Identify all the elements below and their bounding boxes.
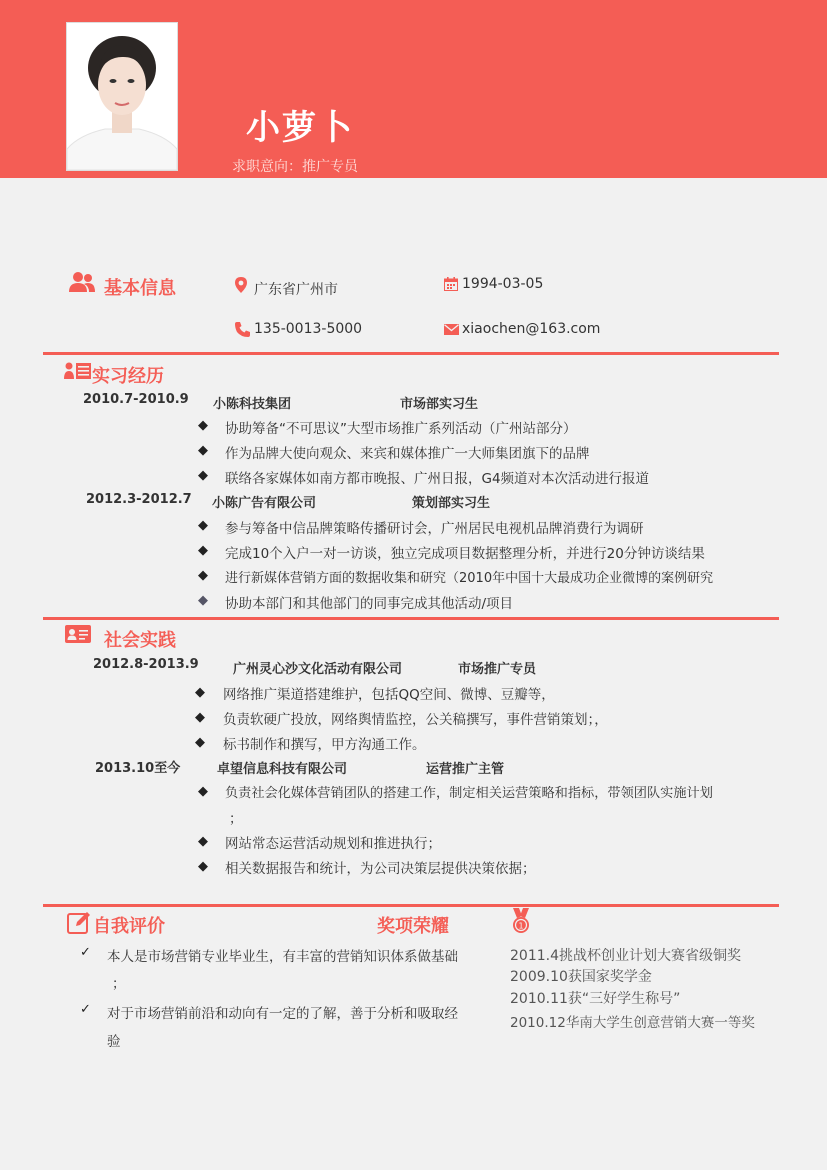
bullet-diamond-icon: ◆ <box>198 543 208 558</box>
job-date: 2010.7-2010.9 <box>83 392 189 407</box>
list-item: 协助本部门和其他部门的同事完成其他活动/项目 <box>225 596 514 612</box>
bullet-diamond-icon: ◆ <box>195 735 205 750</box>
phone-icon <box>235 322 250 337</box>
bullet-diamond-icon: ◆ <box>198 418 208 433</box>
bullet-diamond-icon: ◆ <box>198 784 208 799</box>
list-item: 网站常态运营活动规划和推进执行； <box>225 836 441 852</box>
list-item: 网络推广渠道搭建维护，包括QQ空间、微博、豆瓣等， <box>223 687 555 703</box>
section-divider <box>43 352 779 355</box>
section-divider <box>43 617 779 620</box>
bullet-diamond-icon: ◆ <box>198 518 208 533</box>
list-item: 本人是市场营销专业毕业生，有丰富的营销知识体系做基础 <box>107 949 458 965</box>
envelope-icon <box>444 324 459 335</box>
award-item: 2010.12华南大学生创意营销大赛一等奖 <box>510 1015 755 1031</box>
location-pin-icon <box>235 277 247 293</box>
list-item: 作为品牌大使向观众、来宾和媒体推广一大师集团旗下的品牌 <box>225 446 590 462</box>
section-divider <box>43 904 779 907</box>
bullet-diamond-icon: ◆ <box>195 685 205 700</box>
list-item: 协助筹备“不可思议”大型市场推广系列活动（广州站部分） <box>225 421 577 437</box>
basic-info-title: 基本信息 <box>104 278 176 299</box>
id-card-icon <box>65 625 91 643</box>
svg-text:1: 1 <box>518 921 524 931</box>
award-item: 2009.10获国家奖学金 <box>510 969 652 985</box>
bullet-diamond-icon: ◆ <box>198 568 208 583</box>
job-date: 2012.3-2012.7 <box>86 492 192 507</box>
bullet-diamond-icon: ◆ <box>198 593 208 608</box>
list-item: 负责社会化媒体营销团队的搭建工作，制定相关运营策略和指标，带领团队实施计划 <box>225 786 713 801</box>
check-icon: ✓ <box>80 1002 91 1017</box>
list-item: 负责软硬广投放，网络舆情监控，公关稿撰写，事件营销策划；， <box>223 712 608 728</box>
email-text: xiaochen@163.com <box>462 321 601 337</box>
list-item: ； <box>229 811 243 827</box>
job-role: 策划部实习生 <box>412 496 491 511</box>
resume-icon <box>64 362 92 380</box>
job-date: 2012.8-2013.9 <box>93 657 199 672</box>
job-company: 卓望信息科技有限公司 <box>217 762 348 777</box>
list-item: 联络各家媒体如南方都市晚报、广州日报，G4频道对本次活动进行报道 <box>225 471 650 487</box>
list-item: 验 <box>107 1034 121 1050</box>
phone-text: 135-0013-5000 <box>254 321 363 337</box>
applicant-name: 小萝卜 <box>246 108 354 148</box>
users-icon <box>69 271 95 293</box>
calendar-icon <box>444 277 458 291</box>
award-item: 2011.4挑战杯创业计划大赛省级铜奖 <box>510 948 741 964</box>
bullet-diamond-icon: ◆ <box>198 468 208 483</box>
list-item: 参与筹备中信品牌策略传播研讨会，广州居民电视机品牌消费行为调研 <box>225 521 644 537</box>
profile-photo <box>66 22 178 171</box>
job-role: 市场部实习生 <box>400 397 479 412</box>
check-icon: ✓ <box>80 945 91 960</box>
list-item: 进行新媒体营销方面的数据收集和研究（2010年中国十大最成功企业微博的案例研究 <box>225 571 714 586</box>
list-item: ； <box>112 976 126 992</box>
location-text: 广东省广州市 <box>254 282 338 298</box>
list-item: 相关数据报告和统计，为公司决策层提供决策依据； <box>225 861 536 877</box>
bullet-diamond-icon: ◆ <box>198 834 208 849</box>
job-company: 小陈广告有限公司 <box>212 496 317 511</box>
awards-title: 奖项荣耀 <box>377 916 449 937</box>
list-item: 对于市场营销前沿和动向有一定的了解，善于分析和吸取经 <box>107 1006 458 1022</box>
birthday-text: 1994-03-05 <box>462 276 544 292</box>
social-practice-title: 社会实践 <box>104 630 176 651</box>
job-intent: 求职意向：推广专员 <box>232 159 358 175</box>
self-evaluation-title: 自我评价 <box>93 916 165 937</box>
medal-icon <box>511 908 531 934</box>
job-date: 2013.10至今 <box>95 761 181 776</box>
bullet-diamond-icon: ◆ <box>198 859 208 874</box>
list-item: 完成10个入户一对一访谈，独立完成项目数据整理分析，并进行20分钟访谈结果 <box>225 546 705 562</box>
internship-title: 实习经历 <box>92 366 164 387</box>
bullet-diamond-icon: ◆ <box>195 710 205 725</box>
job-company: 小陈科技集团 <box>213 397 292 412</box>
job-role: 市场推广专员 <box>458 662 537 677</box>
edit-icon <box>67 911 91 935</box>
award-item: 2010.11获“三好学生称号” <box>510 991 681 1007</box>
job-role: 运营推广主管 <box>426 762 505 777</box>
list-item: 标书制作和撰写，甲方沟通工作。 <box>223 737 426 753</box>
bullet-diamond-icon: ◆ <box>198 443 208 458</box>
job-company: 广州灵心沙文化活动有限公司 <box>233 662 403 677</box>
